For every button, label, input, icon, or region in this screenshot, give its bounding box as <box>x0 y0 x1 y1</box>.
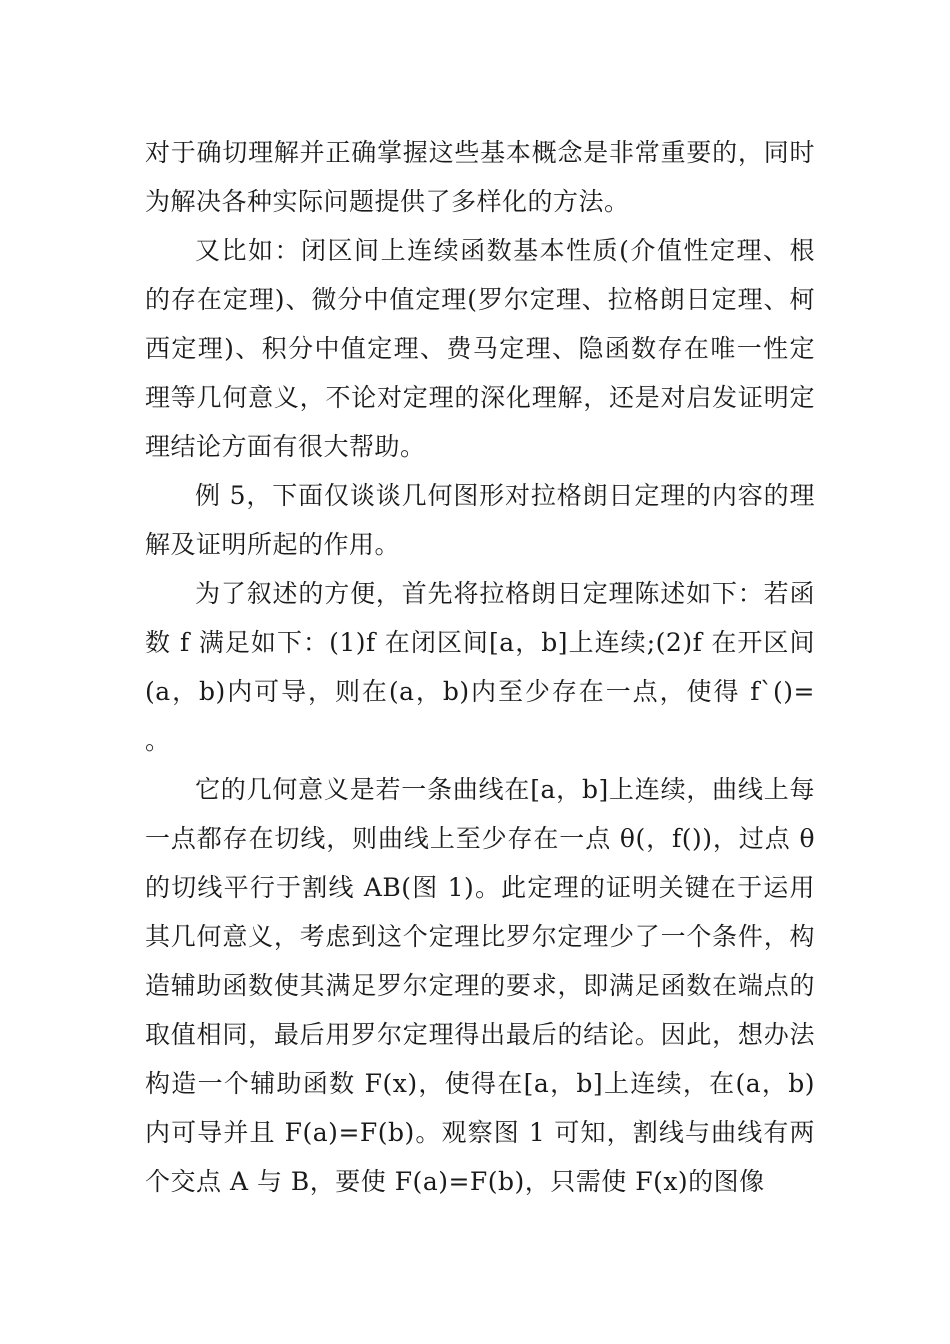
paragraph-2: 又比如：闭区间上连续函数基本性质(介值性定理、根的存在定理)、微分中值定理(罗尔定理、拉格朗日定理、柯西定理)、积分中值定理、费马定理、隐函数存在唯一性定理等几何意义，不论对定理的深化理解，还是对启发证明定理结论方面有很大帮助。 <box>145 236 815 461</box>
paragraph-3: 例 5，下面仅谈谈几何图形对拉格朗日定理的内容的理解及证明所起的作用。 <box>145 481 815 559</box>
paragraph-1: 对于确切理解并正确掌握这些基本概念是非常重要的，同时为解决各种实际问题提供了多样化的方法。 <box>145 138 815 216</box>
paragraph-5: 它的几何意义是若一条曲线在[a，b]上连续，曲线上每一点都存在切线，则曲线上至少存在一点 θ(，f())，过点 θ 的切线平行于割线 AB(图 1)。此定理的证明关键在于运用其几何意义，考虑到这个定理比罗尔定理少了一个条件，构造辅助函数使其满足罗尔定理的要求，即满足函数在端点的取值相同，最后用罗尔定理得出最后的结论。因此，想办法构造一个辅助函数 F(x)，使得在[a，b]上连续，在(a，b)内可导并且 F(a)=F(b)。观察图 1 可知，割线与曲线有两个交点 A 与 B，要使 F(a)=F(b)，只需使 F(x)的图像 <box>145 775 815 1196</box>
paragraph-4: 为了叙述的方便，首先将拉格朗日定理陈述如下：若函数 f 满足如下：(1)f 在闭区间[a，b]上连续;(2)f 在开区间(a，b)内可导，则在(a，b)内至少存在一点，使得 f`()= 。 <box>145 579 815 755</box>
document-page <box>145 128 815 1206</box>
